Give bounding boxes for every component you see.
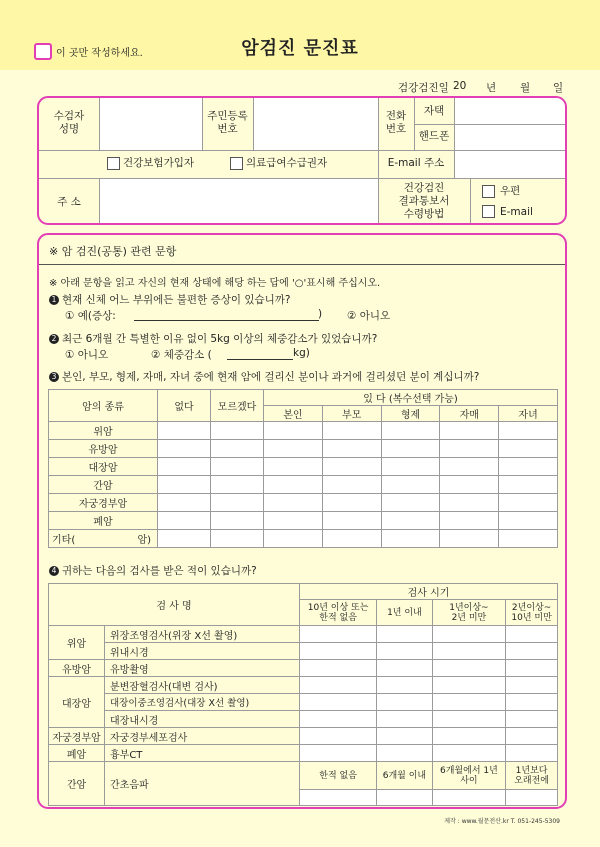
question-2: 2 최근 6개월 간 특별한 이유 없이 5kg 이상의 체중감소가 있었습니까?	[49, 331, 377, 346]
question-3: 3 본인, 부모, 형제, 자매, 자녀 중에 현재 암에 걸리신 분이나 과거에 걸리셨던 분이 계십니까?	[49, 369, 479, 384]
col-time-1yr: 1년 이내	[377, 600, 432, 626]
q1-symptom-line[interactable]	[134, 320, 319, 321]
instruction-text: ※ 아래 문항을 읽고 자신의 현재 상태에 해당 하는 답에 '○'표시해 주십시오.	[49, 278, 381, 289]
personal-info-panel	[37, 96, 567, 225]
exam-history-table	[48, 583, 558, 806]
table-row-other: 기타( 암)	[49, 530, 558, 548]
group-colon: 대장암	[49, 677, 105, 728]
table-row: 폐암	[49, 512, 558, 530]
test-name: 간초음파	[105, 762, 300, 806]
address-field[interactable]	[99, 178, 378, 225]
q2-option-no[interactable]: ① 아니오	[65, 349, 109, 361]
liver-opt-6mo-1yr: 6개월에서 1년 사이	[432, 762, 506, 790]
col-yes: 있 다 (복수선택 가능)	[264, 390, 558, 406]
fill-note: 이 곳만 작성하세요.	[56, 48, 143, 59]
test-name: 분변잠혈검사(대변 검사)	[105, 677, 300, 694]
rrn-label: 주민등록 번호	[207, 110, 248, 135]
table-row: 위암	[49, 422, 558, 440]
test-name: 자궁경부세포검사	[105, 728, 300, 745]
group-liver: 간암	[49, 762, 105, 806]
q1-paren-close: )	[318, 308, 323, 320]
table-row: 유방암	[49, 440, 558, 458]
email-label: E-mail 주소	[387, 157, 445, 169]
q2-option-weightloss[interactable]: ② 체중감소 (	[151, 349, 212, 361]
test-name: 위장조영검사(위장 X선 촬영)	[105, 626, 300, 643]
col-children: 자녀	[499, 406, 558, 422]
section-title: ※ 암 검진(공통) 관련 문항	[49, 245, 177, 258]
q2-weight-line[interactable]	[227, 359, 293, 360]
col-time-never: 10년 이상 또는 한적 없음	[300, 600, 377, 626]
liver-opt-6mo: 6개월 이내	[377, 762, 432, 790]
col-self: 본인	[264, 406, 323, 422]
mobile-field[interactable]	[454, 124, 567, 150]
page-title: 암검진 문진표	[241, 38, 359, 59]
col-time-1-2yr: 1년이상~ 2년 미만	[432, 600, 506, 626]
group-breast: 유방암	[49, 660, 105, 677]
col-exam-time: 검사 시기	[300, 584, 558, 600]
medicaid-checkbox[interactable]	[230, 157, 243, 170]
cancer-section-panel	[37, 233, 567, 809]
family-history-table	[48, 389, 558, 548]
col-brothers: 형제	[381, 406, 440, 422]
test-name: 대장내시경	[105, 711, 300, 728]
name-label: 수검자 성명	[53, 110, 85, 135]
group-lung: 폐암	[49, 745, 105, 762]
home-phone-field[interactable]	[454, 98, 567, 124]
col-sisters: 자매	[440, 406, 499, 422]
q1-option-yes[interactable]: ① 예(증상:	[65, 310, 116, 322]
email-checkbox[interactable]	[482, 205, 495, 218]
address-label: 주 소	[57, 196, 81, 208]
mail-option-label: 우편	[500, 185, 521, 197]
group-stomach: 위암	[49, 626, 105, 660]
col-unknown: 모르겠다	[211, 390, 264, 422]
date-month: 월	[520, 82, 531, 94]
q1-option-no[interactable]: ② 아니오	[347, 310, 391, 322]
col-parents: 부모	[322, 406, 381, 422]
phone-label: 전화 번호	[385, 110, 407, 135]
insured-checkbox[interactable]	[107, 157, 120, 170]
col-cancer-type: 암의 종류	[49, 390, 158, 422]
result-method-label: 건강검진 결과통보서 수령방법	[398, 182, 450, 220]
email-field[interactable]	[454, 150, 567, 178]
test-name: 유방촬영	[105, 660, 300, 677]
table-row: 대장암	[49, 458, 558, 476]
liver-opt-over-1yr: 1년보다 오래전에	[506, 762, 558, 790]
home-label: 자택	[423, 105, 445, 117]
name-field[interactable]	[99, 98, 202, 150]
question-1: 1 현재 신체 어느 부위에든 불편한 증상이 있습니까?	[49, 292, 290, 307]
mobile-label: 핸드폰	[418, 130, 450, 142]
date-day: 일	[553, 82, 564, 94]
mail-checkbox[interactable]	[482, 185, 495, 198]
email-option-label: E-mail	[500, 206, 533, 218]
test-name: 위내시경	[105, 643, 300, 660]
insured-label: 건강보험가입자	[123, 157, 195, 169]
rrn-field[interactable]	[253, 98, 378, 150]
liver-opt-never: 한적 없음	[300, 762, 377, 790]
question-4: 4 귀하는 다음의 검사를 받은 적이 있습니까?	[49, 563, 257, 578]
col-exam-name: 검 사 명	[49, 584, 300, 626]
q2-unit: kg)	[293, 347, 310, 359]
date-label: 검강검진일	[398, 82, 449, 94]
table-row: 자궁경부암	[49, 494, 558, 512]
group-cervical: 자궁경부암	[49, 728, 105, 745]
table-row: 간암	[49, 476, 558, 494]
date-year-prefix: 20	[453, 80, 467, 92]
test-name: 대장이중조영검사(대장 X선 촬영)	[105, 694, 300, 711]
test-name: 흉부CT	[105, 745, 300, 762]
date-year: 년	[486, 82, 497, 94]
col-time-2-10yr: 2년이상~ 10년 미만	[506, 600, 558, 626]
medicaid-label: 의료급여수급권자	[246, 157, 328, 169]
footer-credit: 제작 : www.월문전산.kr T. 051-245-5309	[444, 818, 560, 825]
col-none: 없다	[158, 390, 211, 422]
